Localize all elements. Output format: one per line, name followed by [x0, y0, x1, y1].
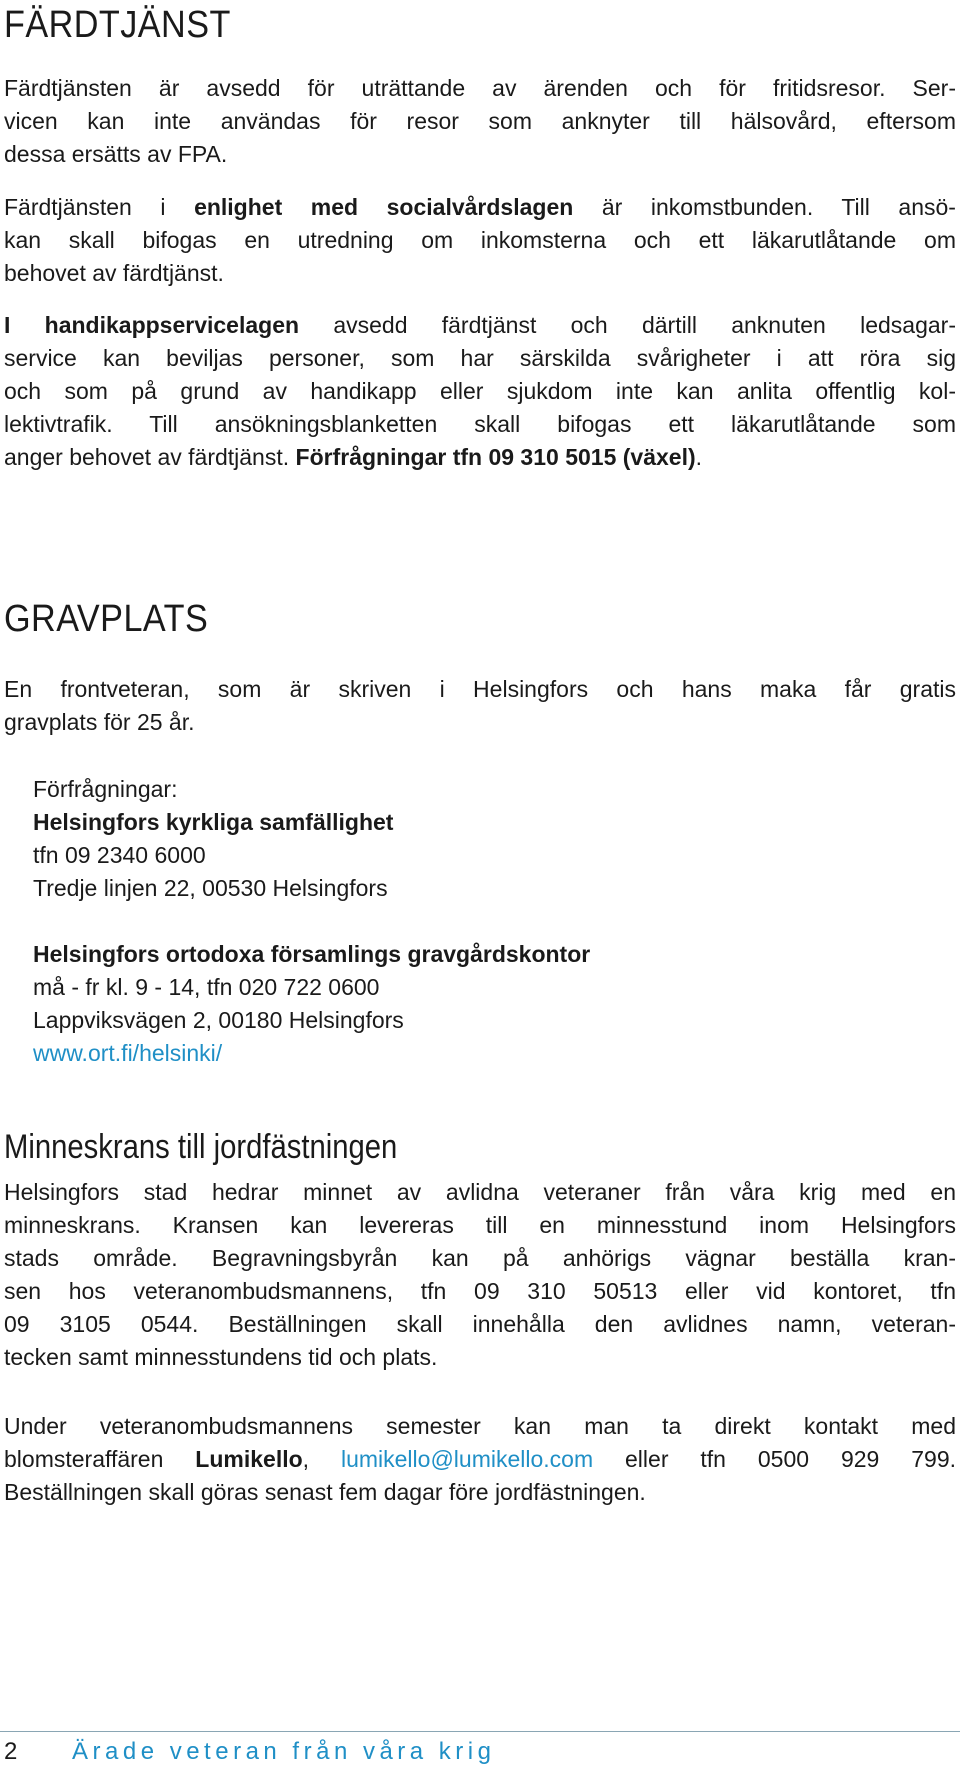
text-line: lektivtrafik. Till ansökningsblanketten skall bifogas ett läkarutlåtande som: [4, 411, 956, 437]
enquiries-phone: Förfrågningar tfn 09 310 5015 (växel): [295, 444, 696, 470]
gravplats-contact-block-2: [33, 938, 933, 1070]
section-heading-fardtjanst: FÄRDTJÄNST: [4, 4, 231, 46]
text-run: är inkomstbunden. Till ansö-: [573, 194, 956, 220]
text-line: [4, 1443, 956, 1476]
florist-email-link[interactable]: lumikello@lumikello.com: [340, 1446, 594, 1472]
emphasis-handikappservicelagen: I handikappservicelagen: [4, 312, 300, 338]
footer-divider: [0, 1731, 960, 1732]
text-line: sen hos veteranombudsmannens, tfn 09 310 50513 eller vid kontoret, tfn: [4, 1278, 956, 1304]
enquiries-label: Förfrågningar:: [33, 776, 178, 802]
org-phone: tfn 09 2340 6000: [33, 842, 206, 868]
gravplats-paragraph-1: [4, 673, 956, 739]
section-heading-gravplats: GRAVPLATS: [4, 598, 209, 640]
gravplats-contact-block-1: [33, 773, 933, 905]
text-run: blomsteraffären: [4, 1446, 196, 1472]
text-line: Beställningen skall göras senast fem dagar före jordfästningen.: [4, 1479, 646, 1505]
fardtjanst-paragraph-2: [4, 191, 956, 290]
text-line: dessa ersätts av FPA.: [4, 141, 228, 167]
text-line: Färdtjänsten är avsedd för uträttande av ärenden och för fritidsresor. Ser-: [4, 75, 956, 101]
org-hours-phone: må - fr kl. 9 - 14, tfn 020 722 0600: [33, 974, 380, 1000]
org-name-kyrkliga-samfallighet: Helsingfors kyrkliga samfällighet: [33, 809, 394, 835]
text-line: [4, 441, 956, 474]
text-line: och som på grund av handikapp eller sjukdom inte kan anlita offentlig kol-: [4, 378, 956, 404]
minneskrans-paragraph-2: [4, 1410, 956, 1509]
minneskrans-paragraph-1: [4, 1176, 956, 1374]
page-number: 2: [4, 1738, 18, 1765]
florist-name: Lumikello: [195, 1446, 303, 1472]
org-website-link[interactable]: www.ort.fi/helsinki/: [33, 1040, 223, 1066]
text-run: eller tfn 0500 929 799.: [593, 1446, 956, 1472]
text-line: gravplats för 25 år.: [4, 709, 195, 735]
fardtjanst-paragraph-3: [4, 309, 956, 474]
section-heading-minneskrans: Minneskrans till jordfästningen: [4, 1128, 398, 1166]
text-line: En frontveteran, som är skriven i Helsingfors och hans maka får gratis: [4, 676, 956, 702]
org-address: Tredje linjen 22, 00530 Helsingfors: [33, 875, 388, 901]
org-name-ortodoxa-gravgardskontor: Helsingfors ortodoxa församlings gravgårdskontor: [33, 941, 591, 967]
text-run: Färdtjänsten i: [4, 194, 195, 220]
text-line: [4, 309, 956, 342]
text-run: anger behovet av färdtjänst.: [4, 444, 296, 470]
emphasis-socialvardslagen: enlighet med socialvårdslagen: [194, 194, 574, 220]
text-line: tecken samt minnesstundens tid och plats.: [4, 1344, 438, 1370]
text-line: behovet av färdtjänst.: [4, 260, 224, 286]
text-line: vicen kan inte användas för resor som anknyter till hälsovård, eftersom: [4, 108, 956, 134]
text-line: Helsingfors stad hedrar minnet av avlidna veteraner från våra krig med en: [4, 1179, 956, 1205]
text-run: ,: [302, 1446, 341, 1472]
text-line: 09 3105 0544. Beställningen skall innehålla den avlidnes namn, veteran-: [4, 1311, 956, 1337]
footer-publication-title: Ärade veteran från våra krig: [72, 1738, 496, 1765]
org-address: Lappviksvägen 2, 00180 Helsingfors: [33, 1007, 404, 1033]
text-line: Under veteranombudsmannens semester kan man ta direkt kontakt med: [4, 1413, 956, 1439]
text-line: kan skall bifogas en utredning om inkomsterna och ett läkarutlåtande om: [4, 227, 956, 253]
text-line: [4, 191, 956, 224]
text-run: .: [695, 444, 703, 470]
text-run: avsedd färdtjänst och därtill anknuten ledsagar-: [299, 312, 956, 338]
text-line: minneskrans. Kransen kan levereras till en minnesstund inom Helsingfors: [4, 1212, 956, 1238]
fardtjanst-paragraph-1: [4, 72, 956, 171]
text-line: stads område. Begravningsbyrån kan på anhörigs vägnar beställa kran-: [4, 1245, 956, 1271]
text-line: service kan beviljas personer, som har särskilda svårigheter i att röra sig: [4, 345, 956, 371]
